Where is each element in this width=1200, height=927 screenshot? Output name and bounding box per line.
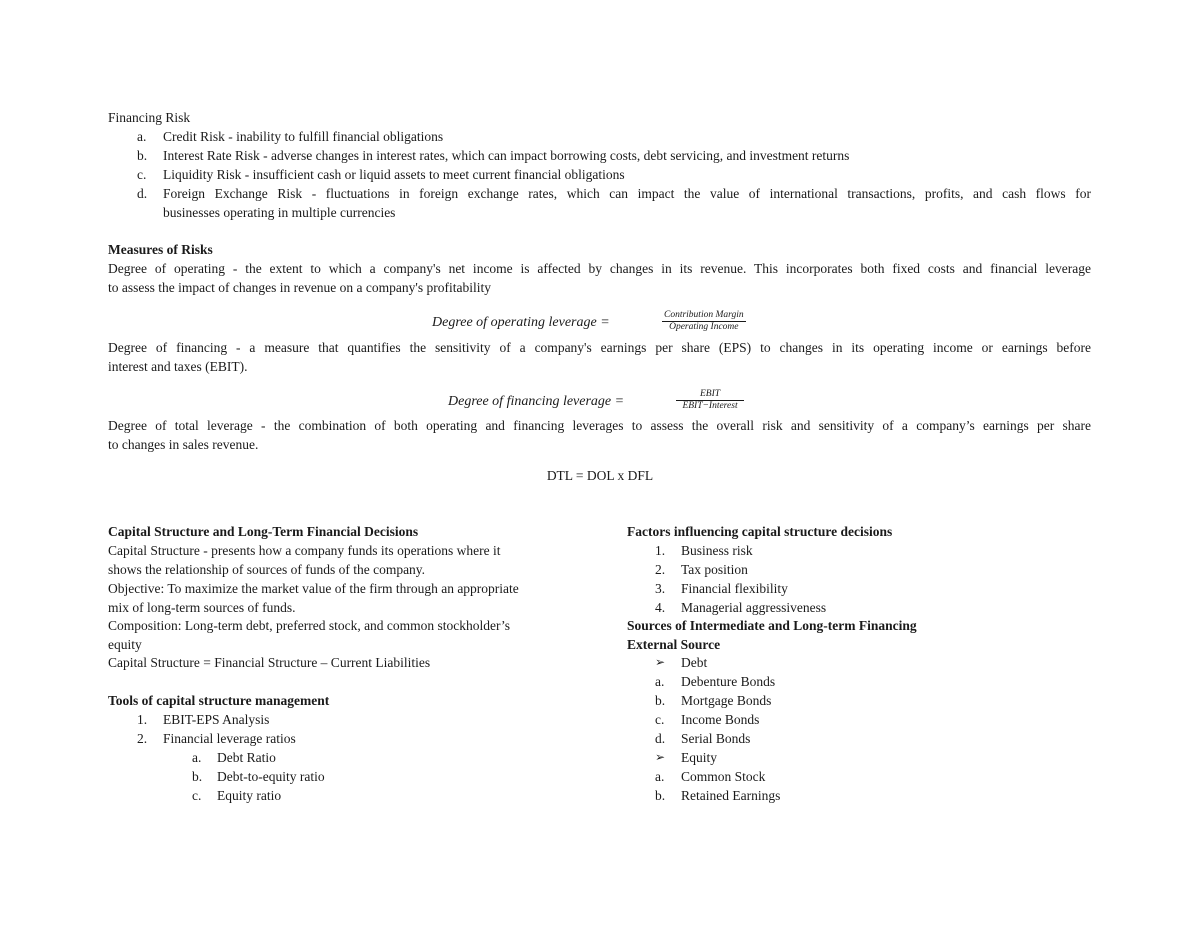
- list-item: Retained Earnings: [681, 788, 781, 803]
- list-marker: a.: [137, 129, 147, 144]
- list-item: Financial flexibility: [681, 581, 788, 596]
- tools-heading: Tools of capital structure management: [108, 693, 330, 708]
- list-marker: 2.: [655, 562, 666, 577]
- list-item: Business risk: [681, 543, 753, 558]
- list-marker: c.: [137, 167, 147, 182]
- capital-structure-text: equity: [108, 637, 142, 652]
- list-item: Common Stock: [681, 769, 766, 784]
- list-marker: c.: [655, 712, 665, 727]
- capital-structure-heading: Capital Structure and Long-Term Financial Decisions: [108, 524, 419, 539]
- list-marker: 1.: [655, 543, 666, 558]
- capital-structure-text: Capital Structure - presents how a company funds its operations where it: [108, 543, 501, 558]
- list-marker: b.: [655, 693, 666, 708]
- list-item: Credit Risk - inability to fulfill financial obligations: [163, 129, 444, 144]
- external-source-heading: External Source: [627, 637, 721, 652]
- arrow-bullet-icon: ➢: [655, 750, 666, 764]
- list-item: Financial leverage ratios: [163, 731, 296, 746]
- arrow-bullet-icon: ➢: [655, 655, 666, 669]
- capital-structure-text: Objective: To maximize the market value of the firm through an appropriate: [108, 581, 519, 596]
- list-item: Managerial aggressiveness: [681, 600, 827, 615]
- factors-heading: Factors influencing capital structure decisions: [627, 524, 893, 539]
- list-marker: c.: [192, 788, 202, 803]
- list-marker: b.: [137, 148, 148, 163]
- dol-numerator: Contribution Margin: [664, 310, 744, 320]
- list-item: Debt-to-equity ratio: [217, 769, 325, 784]
- list-item: Debt Ratio: [217, 750, 276, 765]
- list-item: Equity: [681, 750, 717, 765]
- dfl-fraction: [676, 389, 744, 412]
- list-item-continuation: businesses operating in multiple currencies: [163, 205, 396, 220]
- capital-structure-text: Capital Structure = Financial Structure – Current Liabilities: [108, 655, 431, 670]
- financing-risk-title: Financing Risk: [108, 110, 191, 125]
- list-marker: 3.: [655, 581, 666, 596]
- list-item: Serial Bonds: [681, 731, 751, 746]
- list-item: Liquidity Risk - insufficient cash or liquid assets to meet current financial obligations: [163, 167, 625, 182]
- dol-description: Degree of operating - the extent to which a company's net income is affected by changes in its revenue. This incorporates both fixed costs and financial leverage: [108, 261, 1091, 276]
- list-marker: 4.: [655, 600, 666, 615]
- dfl-denominator: EBIT−Interest: [682, 401, 738, 411]
- list-marker: a.: [192, 750, 202, 765]
- list-item: Debt: [681, 655, 708, 670]
- list-item: Debenture Bonds: [681, 674, 776, 689]
- list-marker: b.: [655, 788, 666, 803]
- dtl-formula: DTL = DOL x DFL: [546, 468, 654, 483]
- list-item: Mortgage Bonds: [681, 693, 772, 708]
- dol-fraction: [662, 310, 746, 333]
- list-item: EBIT-EPS Analysis: [163, 712, 270, 727]
- dtl-description-continuation: to changes in sales revenue.: [108, 437, 259, 452]
- dfl-description-continuation: interest and taxes (EBIT).: [108, 359, 248, 374]
- list-marker: a.: [655, 769, 665, 784]
- list-item: Tax position: [681, 562, 748, 577]
- list-item: Foreign Exchange Risk - fluctuations in foreign exchange rates, which can impact the value of international transactions, profits, and cash flows for: [163, 186, 1091, 201]
- list-marker: b.: [192, 769, 203, 784]
- dfl-numerator: EBIT: [676, 389, 744, 401]
- dol-denominator: Operating Income: [669, 322, 739, 332]
- list-marker: d.: [137, 186, 148, 201]
- dol-formula-lhs: Degree of operating leverage =: [432, 315, 610, 330]
- list-marker: 2.: [137, 731, 148, 746]
- capital-structure-text: Composition: Long-term debt, preferred stock, and common stockholder’s: [108, 618, 511, 633]
- list-marker: a.: [655, 674, 665, 689]
- dfl-formula-lhs: Degree of financing leverage =: [448, 394, 625, 409]
- dfl-description: Degree of financing - a measure that quantifies the sensitivity of a company's earnings per share (EPS) to changes in its operating income or earnings before: [108, 340, 1091, 355]
- list-item: Equity ratio: [217, 788, 282, 803]
- measures-heading: Measures of Risks: [108, 242, 213, 257]
- dol-description-continuation: to assess the impact of changes in revenue on a company's profitability: [108, 280, 491, 295]
- list-marker: d.: [655, 731, 666, 746]
- dtl-description: Degree of total leverage - the combination of both operating and financing leverages to assess the overall risk and sensitivity of a company’s earnings per share: [108, 418, 1091, 433]
- sources-heading: Sources of Intermediate and Long-term Financing: [627, 618, 917, 633]
- list-item: Income Bonds: [681, 712, 760, 727]
- list-item: Interest Rate Risk - adverse changes in interest rates, which can impact borrowing costs, debt servicing, and investment returns: [163, 148, 850, 163]
- capital-structure-text: shows the relationship of sources of funds of the company.: [108, 562, 426, 577]
- capital-structure-text: mix of long-term sources of funds.: [108, 600, 296, 615]
- list-marker: 1.: [137, 712, 148, 727]
